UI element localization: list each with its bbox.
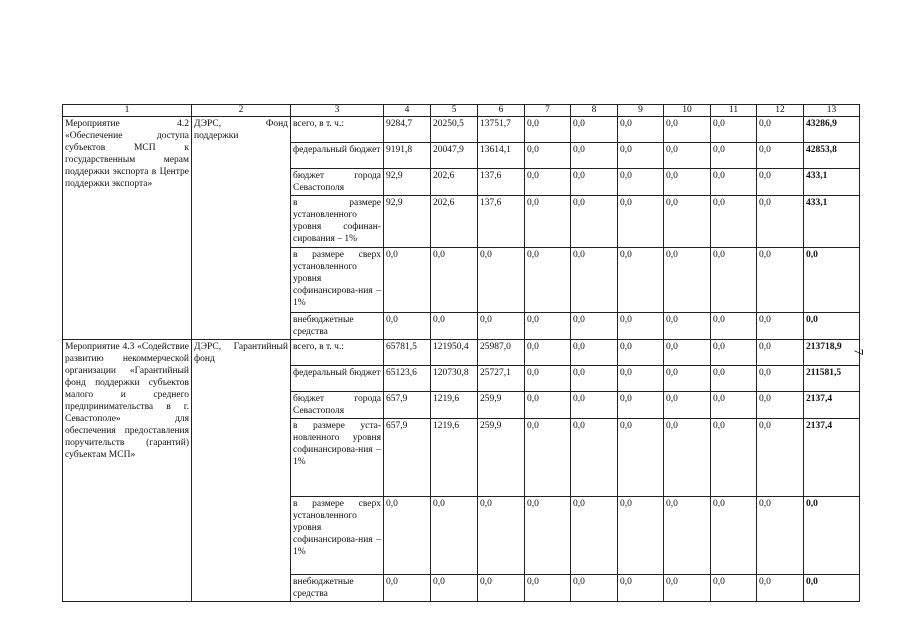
value-cell: 0,0 — [757, 117, 804, 143]
value-cell: 0,0 — [525, 143, 571, 169]
value-cell: 20047,9 — [431, 143, 478, 169]
value-cell: 0,0 — [525, 497, 571, 575]
value-cell: 0,0 — [618, 366, 664, 392]
column-header: 4 — [384, 105, 431, 117]
value-cell: 9191,8 — [384, 143, 431, 169]
total-cell: 2137,4 — [804, 419, 860, 497]
value-cell: 0,0 — [571, 497, 618, 575]
value-cell: 0,0 — [571, 392, 618, 419]
value-cell: 0,0 — [711, 419, 757, 497]
value-cell: 25987,0 — [478, 340, 525, 366]
value-cell: 0,0 — [525, 392, 571, 419]
value-cell: 0,0 — [431, 313, 478, 340]
value-cell: 92,9 — [384, 196, 431, 248]
value-cell: 0,0 — [525, 340, 571, 366]
value-cell: 0,0 — [571, 117, 618, 143]
funding-source-cell: федеральный бюджет — [291, 143, 384, 169]
value-cell: 0,0 — [711, 340, 757, 366]
value-cell: 0,0 — [478, 575, 525, 602]
funding-source-cell: бюджет города Севастополя — [291, 392, 384, 419]
value-cell: 0,0 — [664, 313, 711, 340]
value-cell: 657,9 — [384, 419, 431, 497]
measure-cell: Мероприятие 4.2 «Обеспечение доступа субъектов МСП к государственным мерам поддержки экспорта в Центре поддержки экспорта» — [63, 117, 192, 340]
value-cell: 9284,7 — [384, 117, 431, 143]
value-cell: 0,0 — [525, 419, 571, 497]
value-cell: 0,0 — [664, 340, 711, 366]
value-cell: 0,0 — [757, 248, 804, 313]
value-cell: 65123,6 — [384, 366, 431, 392]
total-cell: 0,0 — [804, 575, 860, 602]
total-cell: 0,0 — [804, 497, 860, 575]
header-row — [63, 105, 860, 117]
value-cell: 202,6 — [431, 196, 478, 248]
value-cell: 0,0 — [664, 169, 711, 196]
value-cell: 0,0 — [525, 313, 571, 340]
value-cell: 0,0 — [525, 169, 571, 196]
column-header: 3 — [291, 105, 384, 117]
value-cell: 0,0 — [571, 313, 618, 340]
funding-source-cell: внебюджетные средства — [291, 575, 384, 602]
value-cell: 0,0 — [384, 575, 431, 602]
value-cell: 0,0 — [664, 419, 711, 497]
total-cell: 433,1 — [804, 169, 860, 196]
value-cell: 0,0 — [757, 169, 804, 196]
value-cell: 0,0 — [478, 248, 525, 313]
value-cell: 657,9 — [384, 392, 431, 419]
value-cell: 0,0 — [711, 196, 757, 248]
value-cell: 0,0 — [664, 392, 711, 419]
funding-source-cell: в размере установленного уровня софинан-сирования – 1% — [291, 196, 384, 248]
funding-source-cell: в размере сверх установленного уровня софинансирова-ния – 1% — [291, 248, 384, 313]
value-cell: 0,0 — [478, 497, 525, 575]
value-cell: 137,6 — [478, 196, 525, 248]
table-body — [63, 105, 860, 602]
value-cell: 0,0 — [571, 196, 618, 248]
value-cell: 0,0 — [711, 248, 757, 313]
funding-source-cell: бюджет города Севастополя — [291, 169, 384, 196]
value-cell: 0,0 — [664, 196, 711, 248]
value-cell: 0,0 — [757, 497, 804, 575]
funding-source-cell: в размере уста-новленного уровня софинансирова-ния – 1% — [291, 419, 384, 497]
value-cell: 0,0 — [618, 575, 664, 602]
funding-source-cell: всего, в т. ч.: — [291, 340, 384, 366]
value-cell: 92,9 — [384, 169, 431, 196]
measure-cell: Мероприятие 4.3 «Содействие развитию некоммерческой организации «Гарантийный фонд поддержки субъектов малого и среднего предпринимательства в г. Севастополе» для обеспечения предоставления поручительств (гарантий) субъектам МСП» — [63, 340, 192, 602]
value-cell: 0,0 — [618, 497, 664, 575]
total-cell: 2137,4 — [804, 392, 860, 419]
value-cell: 0,0 — [618, 313, 664, 340]
value-cell: 0,0 — [618, 196, 664, 248]
column-header: 2 — [192, 105, 291, 117]
column-header: 5 — [431, 105, 478, 117]
value-cell: 0,0 — [757, 575, 804, 602]
value-cell: 0,0 — [478, 313, 525, 340]
column-header: 7 — [525, 105, 571, 117]
value-cell: 13751,7 — [478, 117, 525, 143]
value-cell: 0,0 — [571, 169, 618, 196]
column-header: 13 — [804, 105, 860, 117]
value-cell: 0,0 — [664, 143, 711, 169]
value-cell: 0,0 — [618, 248, 664, 313]
value-cell: 0,0 — [525, 196, 571, 248]
value-cell: 120730,8 — [431, 366, 478, 392]
value-cell: 0,0 — [618, 169, 664, 196]
value-cell: 0,0 — [571, 143, 618, 169]
table-row — [63, 340, 860, 366]
value-cell: 0,0 — [711, 575, 757, 602]
executor-cell: ДЭРС, Гарантийный фонд — [192, 340, 291, 602]
funding-source-cell: внебюджетные средства — [291, 313, 384, 340]
column-header: 10 — [664, 105, 711, 117]
page-number: 7 — [851, 348, 867, 356]
value-cell: 0,0 — [757, 366, 804, 392]
value-cell: 0,0 — [525, 366, 571, 392]
table-row — [63, 117, 860, 143]
value-cell: 0,0 — [711, 117, 757, 143]
column-header: 8 — [571, 105, 618, 117]
value-cell: 0,0 — [571, 340, 618, 366]
value-cell: 0,0 — [757, 392, 804, 419]
value-cell: 0,0 — [384, 248, 431, 313]
total-cell: 213718,9 — [804, 340, 860, 366]
value-cell: 121950,4 — [431, 340, 478, 366]
column-header: 11 — [711, 105, 757, 117]
column-header: 12 — [757, 105, 804, 117]
column-header: 6 — [478, 105, 525, 117]
value-cell: 0,0 — [664, 248, 711, 313]
column-header: 1 — [63, 105, 192, 117]
value-cell: 0,0 — [525, 575, 571, 602]
value-cell: 0,0 — [431, 497, 478, 575]
value-cell: 0,0 — [618, 117, 664, 143]
value-cell: 20250,5 — [431, 117, 478, 143]
total-cell: 0,0 — [804, 313, 860, 340]
total-cell: 0,0 — [804, 248, 860, 313]
value-cell: 13614,1 — [478, 143, 525, 169]
value-cell: 0,0 — [664, 575, 711, 602]
value-cell: 137,6 — [478, 169, 525, 196]
value-cell: 259,9 — [478, 392, 525, 419]
value-cell: 0,0 — [618, 143, 664, 169]
value-cell: 0,0 — [571, 248, 618, 313]
value-cell: 0,0 — [618, 419, 664, 497]
total-cell: 433,1 — [804, 196, 860, 248]
value-cell: 0,0 — [757, 196, 804, 248]
value-cell: 0,0 — [711, 392, 757, 419]
value-cell: 0,0 — [618, 340, 664, 366]
value-cell: 0,0 — [664, 117, 711, 143]
value-cell: 0,0 — [757, 143, 804, 169]
value-cell: 0,0 — [384, 313, 431, 340]
value-cell: 1219,6 — [431, 392, 478, 419]
total-cell: 211581,5 — [804, 366, 860, 392]
value-cell: 1219,6 — [431, 419, 478, 497]
value-cell: 0,0 — [384, 497, 431, 575]
value-cell: 0,0 — [571, 575, 618, 602]
value-cell: 0,0 — [664, 366, 711, 392]
value-cell: 0,0 — [525, 248, 571, 313]
value-cell: 0,0 — [711, 143, 757, 169]
total-cell: 42853,8 — [804, 143, 860, 169]
value-cell: 0,0 — [757, 313, 804, 340]
funding-source-cell: федеральный бюджет — [291, 366, 384, 392]
column-header: 9 — [618, 105, 664, 117]
value-cell: 259,9 — [478, 419, 525, 497]
value-cell: 0,0 — [664, 497, 711, 575]
value-cell: 0,0 — [711, 497, 757, 575]
funding-source-cell: всего, в т. ч.: — [291, 117, 384, 143]
value-cell: 0,0 — [431, 248, 478, 313]
value-cell: 65781,5 — [384, 340, 431, 366]
value-cell: 0,0 — [711, 366, 757, 392]
value-cell: 0,0 — [571, 366, 618, 392]
value-cell: 0,0 — [757, 340, 804, 366]
total-cell: 43286,9 — [804, 117, 860, 143]
budget-table — [62, 104, 860, 602]
value-cell: 0,0 — [525, 117, 571, 143]
value-cell: 0,0 — [618, 392, 664, 419]
value-cell: 0,0 — [571, 419, 618, 497]
value-cell: 202,6 — [431, 169, 478, 196]
value-cell: 0,0 — [431, 575, 478, 602]
value-cell: 0,0 — [711, 313, 757, 340]
value-cell: 0,0 — [711, 169, 757, 196]
funding-source-cell: в размере сверх установленного уровня софинансирова-ния – 1% — [291, 497, 384, 575]
value-cell: 0,0 — [757, 419, 804, 497]
value-cell: 25727,1 — [478, 366, 525, 392]
executor-cell: ДЭРС, Фонд поддержки — [192, 117, 291, 340]
